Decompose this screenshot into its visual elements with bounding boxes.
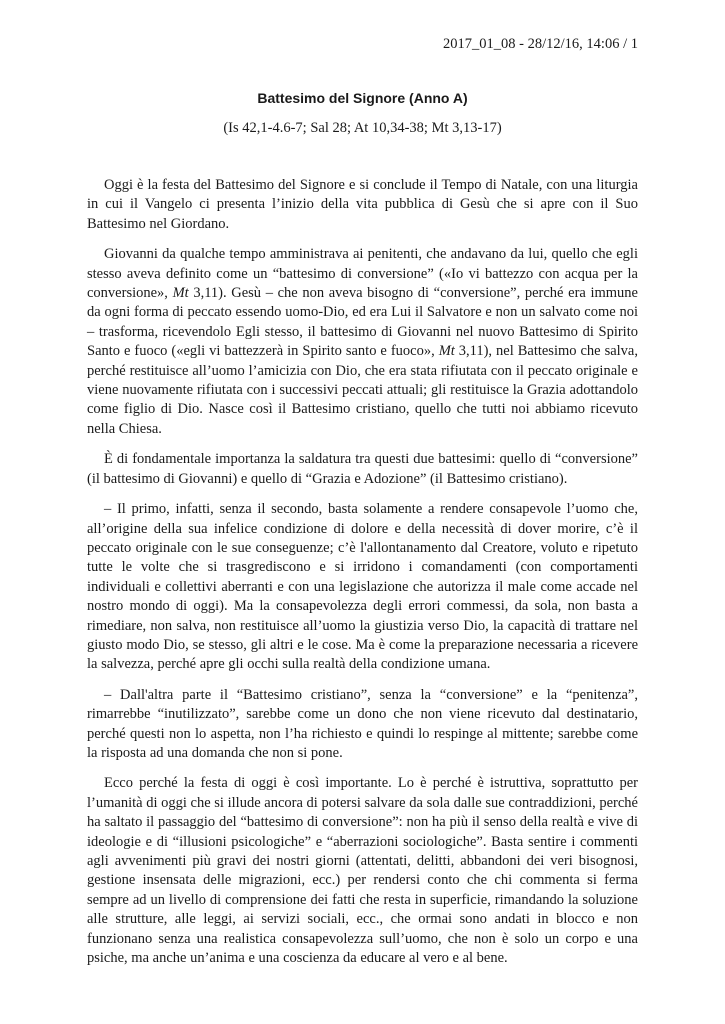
document-body bbox=[87, 176, 638, 979]
paragraph-altra-parte: – Dall'altra parte il “Battesimo cristiano”, senza la “conversione” e la “penitenza”, rimarrebbe “inutilizzato”, sarebbe come un dono che non viene ricevuto dal destinatario, perché questi non lo aspetta, non l’ha richiesto e quindi lo respinge al mittente; sarebbe come la risposta ad una domanda che non si pone. bbox=[87, 686, 638, 761]
paragraph-conclusione: Ecco perché la festa di oggi è così importante. Lo è perché è istruttiva, soprattutto per l’umanità di oggi che si illude ancora di potersi salvare da sola dalle sue contraddizioni, perché ha saltato il passaggio del “battesimo di conversione”: non ha più il senso della realtà e vive di ideologie e di “illusioni psicologiche” e “aberrazioni sociologiche”. Basta sentire i commenti agli avvenimenti più gravi dei nostri giorni (attentati, delitti, abbandoni dei veri bisognosi, gestione insensata delle migrazioni, ecc.) per rendersi conto che chi commenta si ferma sempre ad un livello di comprensione dei fatti che resta in superficie, rimandando la soluzione alle strutture, alle leggi, ai servizi sociali, ecc., che ormai sono andati in blocco e non funzionano senza una realistica consapevolezza sull’uomo, che non è solo un corpo e una psiche, ma anche un’anima e una coscienza da educare al vero e al bene. bbox=[87, 775, 638, 967]
page-title: Battesimo del Signore (Anno A) bbox=[257, 90, 468, 106]
paragraph-text: 3,11). Gesù – che non aveva bisogno di “conversione”, perché era immune da ogni forma di peccato essendo uomo-Dio, ed era Lui il Salvatore e non un salvato come noi – trasforma, ricevendolo Egli stesso, il battesimo di Giovanni nel nuovo Battesimo di Spirito Santo e fuoco («egli vi battezzerà in Spirito santo e fuoco», bbox=[87, 285, 638, 360]
paragraph-intro: Oggi è la festa del Battesimo del Signore e si conclude il Tempo di Natale, con una liturgia in cui il Vangelo ci presenta l’inizio della vita pubblica di Gesù che si apre con il Suo Battesimo nel Giordano. bbox=[87, 177, 638, 232]
paragraph-text: Giovanni da qualche tempo amministrava ai penitenti, che andavano da lui, quello che egli stesso aveva definito come un “battesimo di conversione” («Io vi battezzo con acqua per la conversione», bbox=[87, 246, 638, 302]
scripture-citation: Mt bbox=[172, 285, 189, 302]
page-header-reference: 2017_01_08 - 28/12/16, 14:06 / 1 bbox=[443, 36, 638, 52]
paragraph-primo: – Il primo, infatti, senza il secondo, basta solamente a rendere consapevole l’uomo che, all’origine della sua infelice condizione di dolore e della necessità di dover morire, c’è il peccato originale con le sue conseguenze; c’è l'allontanamento dal Creatore, voluto e ripetuto tutte le volte che si trasgrediscono e si irridono i comandamenti (con comportamenti individuali e collettivi aberranti e con una legislazione che autorizza il male come accade nel nostro mondo di oggi). Ma la consapevolezza degli errori commessi, da sola, non basta a rimediare, non salva, non restituisce all’uomo la giustizia verso Dio, la capacità di trattare nel giusto modo Dio, se stesso, gli altri e le cose. Ma è come la preparazione necessaria a ricevere la salvezza, perché apre gli occhi sulla realtà della condizione umana. bbox=[87, 501, 638, 673]
paragraph-giovanni bbox=[87, 245, 638, 439]
scripture-readings: (Is 42,1-4.6-7; Sal 28; At 10,34-38; Mt 3,13-17) bbox=[223, 120, 502, 136]
paragraph-text: 3,11), nel Battesimo che salva, perché restituisce all’uomo l’amicizia con Dio, che era stata rifiutata con il peccato originale e viene nuovamente rifiutata con i successivi peccati attuali; gli restituisce la Grazia adottandolo come figlio di Dio. Nasce così il Battesimo cristiano, quello che tutti noi abbiamo ricevuto nella Chiesa. bbox=[87, 343, 638, 437]
paragraph-saldatura: È di fondamentale importanza la saldatura tra questi due battesimi: quello di “conversione” (il battesimo di Giovanni) e quello di “Grazia e Adozione” (il Battesimo cristiano). bbox=[87, 451, 638, 487]
scripture-citation: Mt bbox=[438, 343, 455, 360]
